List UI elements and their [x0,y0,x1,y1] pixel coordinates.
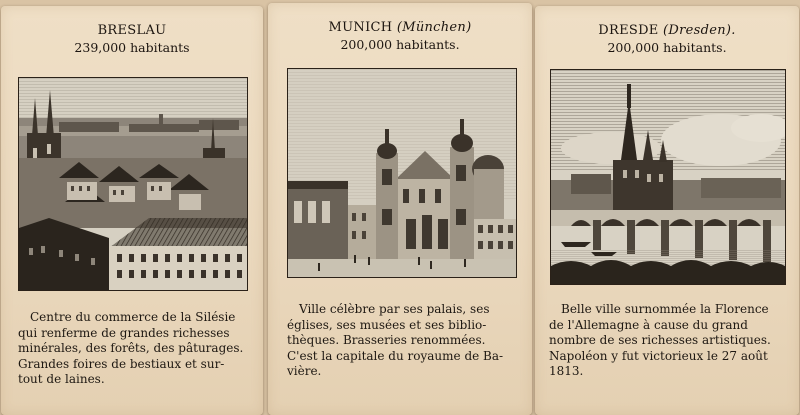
city-name: BRESLAU [97,23,167,38]
description-line: minérales, des forêts, des pâturages. [18,341,244,355]
population: 200,000 habitants. [340,37,460,52]
description-line: qui renferme de grandes richesses [18,325,230,340]
description-line: Centre du commerce de la Silésie [30,310,236,324]
description [549,302,771,380]
city-title [1,23,263,38]
description-line: 1813. [549,364,584,378]
city-local-name: (München) [396,20,472,35]
card-munich [268,3,532,415]
description-line: tout de laines. [18,372,105,386]
city-name: DRESDE [598,23,659,38]
description [18,310,243,388]
city-title [535,23,799,38]
card-breslau [1,6,263,415]
description-line: Grandes foires de bestiaux et sur- [18,356,225,371]
breslau-engraving [18,77,248,291]
description [287,302,503,380]
description-line: thèques. Brasseries renommées. [287,333,486,347]
description-line: de l'Allemagne à cause du grand [549,317,748,332]
description-line: C'est la capitale du royaume de Ba- [287,348,504,363]
description-line: églises, ses musées et ses biblio- [287,317,487,332]
description-line: Belle ville surnommée la Florence [561,302,769,316]
munich-engraving [287,68,517,278]
city-title [268,20,532,35]
card-dresde [535,6,799,415]
description-line: vière. [287,364,322,378]
dresde-engraving [550,69,786,285]
population: 239,000 habitants [74,40,190,55]
description-line: Ville célèbre par ses palais, ses [299,302,490,316]
population: 200,000 habitants. [607,40,727,55]
description-line: nombre de ses richesses artistiques. [549,333,771,347]
description-line: Napoléon y fut victorieux le 27 août [549,348,768,363]
city-local-name: (Dresden). [663,23,736,38]
city-name: MUNICH [328,20,393,35]
